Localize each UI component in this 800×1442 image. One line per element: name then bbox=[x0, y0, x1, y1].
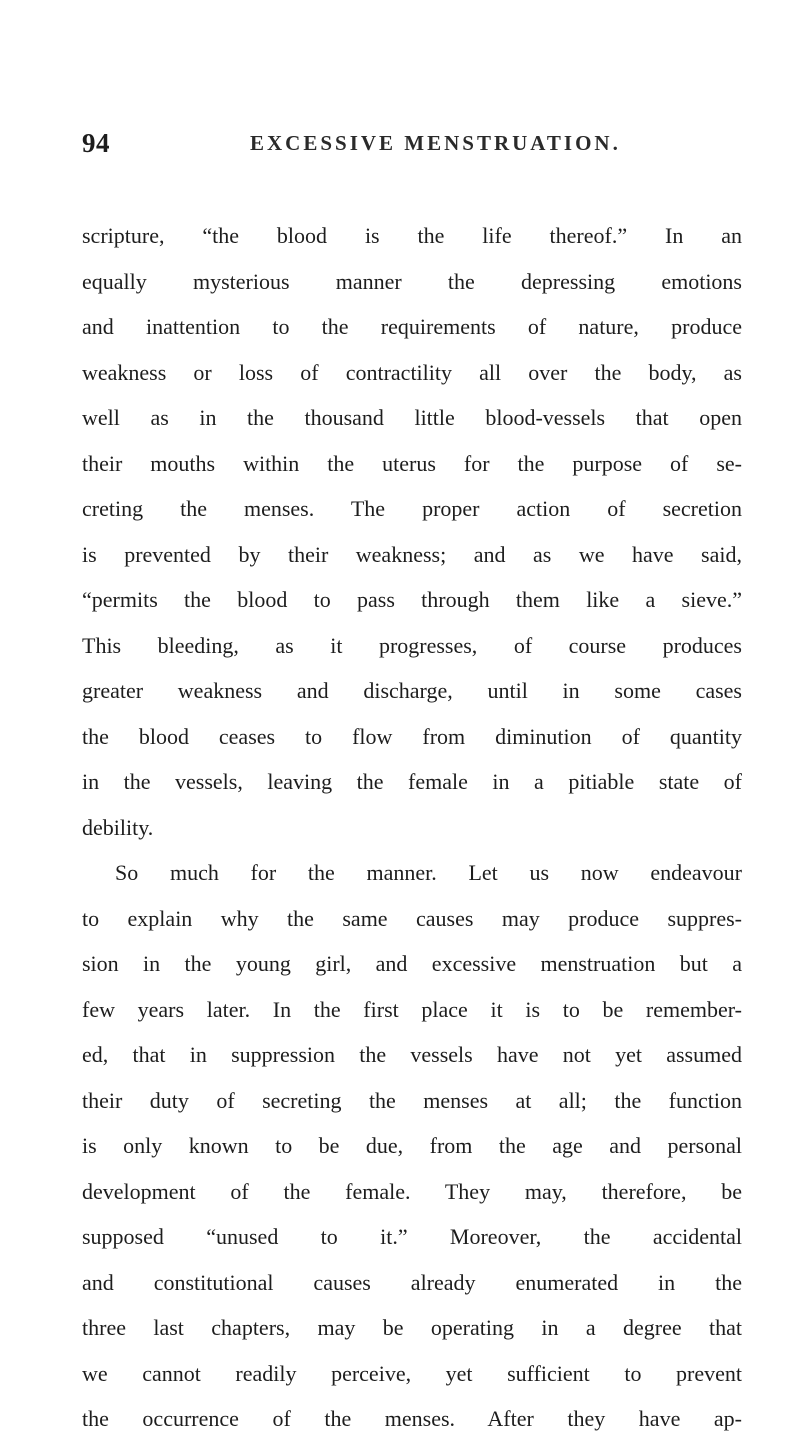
text-line: This bleeding, as it progresses, of course produces bbox=[82, 632, 742, 658]
text-line: few years later. In the first place it is to be remember- bbox=[82, 996, 742, 1022]
text-line: to explain why the same causes may produce suppres- bbox=[82, 905, 742, 931]
text-line: the blood ceases to flow from diminution of quantity bbox=[82, 723, 742, 749]
text-line: in the vessels, leaving the female in a pitiable state of bbox=[82, 769, 742, 794]
text-line: ed, that in suppression the vessels have not yet assumed bbox=[82, 1042, 742, 1067]
text-line: we cannot readily perceive, yet sufficient to prevent bbox=[82, 1360, 742, 1386]
text-line: is only known to be due, from the age and personal bbox=[82, 1133, 742, 1158]
page-header bbox=[82, 128, 742, 168]
text-line: equally mysterious manner the depressing emotions bbox=[82, 268, 742, 294]
text-line: development of the female. They may, therefore, be bbox=[82, 1178, 742, 1204]
text-line: is prevented by their weakness; and as we have said, bbox=[82, 541, 742, 567]
text-line: So much for the manner. Let us now endeavour bbox=[115, 860, 742, 885]
text-line: the occurrence of the menses. After they have ap- bbox=[82, 1406, 742, 1431]
body-text bbox=[82, 213, 742, 1442]
text-line: scripture, “the blood is the life thereof.” In an bbox=[82, 223, 742, 248]
running-head: EXCESSIVE MENSTRUATION. bbox=[250, 131, 621, 155]
text-line: debility. bbox=[82, 814, 154, 840]
text-line: weakness or loss of contractility all over the body, as bbox=[82, 359, 742, 385]
text-line: sion in the young girl, and excessive menstruation but a bbox=[82, 951, 742, 976]
text-line: their mouths within the uterus for the purpose of se- bbox=[82, 450, 742, 476]
text-line: well as in the thousand little blood-vessels that open bbox=[82, 405, 742, 430]
text-line: supposed “unused to it.” Moreover, the accidental bbox=[82, 1224, 742, 1249]
text-line: and constitutional causes already enumerated in the bbox=[82, 1269, 742, 1295]
text-line: and inattention to the requirements of nature, produce bbox=[82, 314, 742, 339]
text-line: greater weakness and discharge, until in some cases bbox=[82, 678, 742, 703]
text-line: their duty of secreting the menses at all; the function bbox=[82, 1087, 742, 1113]
text-line: three last chapters, may be operating in a degree that bbox=[82, 1315, 742, 1340]
page-number: 94 bbox=[82, 128, 110, 158]
text-line: “permits the blood to pass through them like a sieve.” bbox=[82, 587, 742, 612]
text-line: creting the menses. The proper action of secretion bbox=[82, 496, 742, 521]
